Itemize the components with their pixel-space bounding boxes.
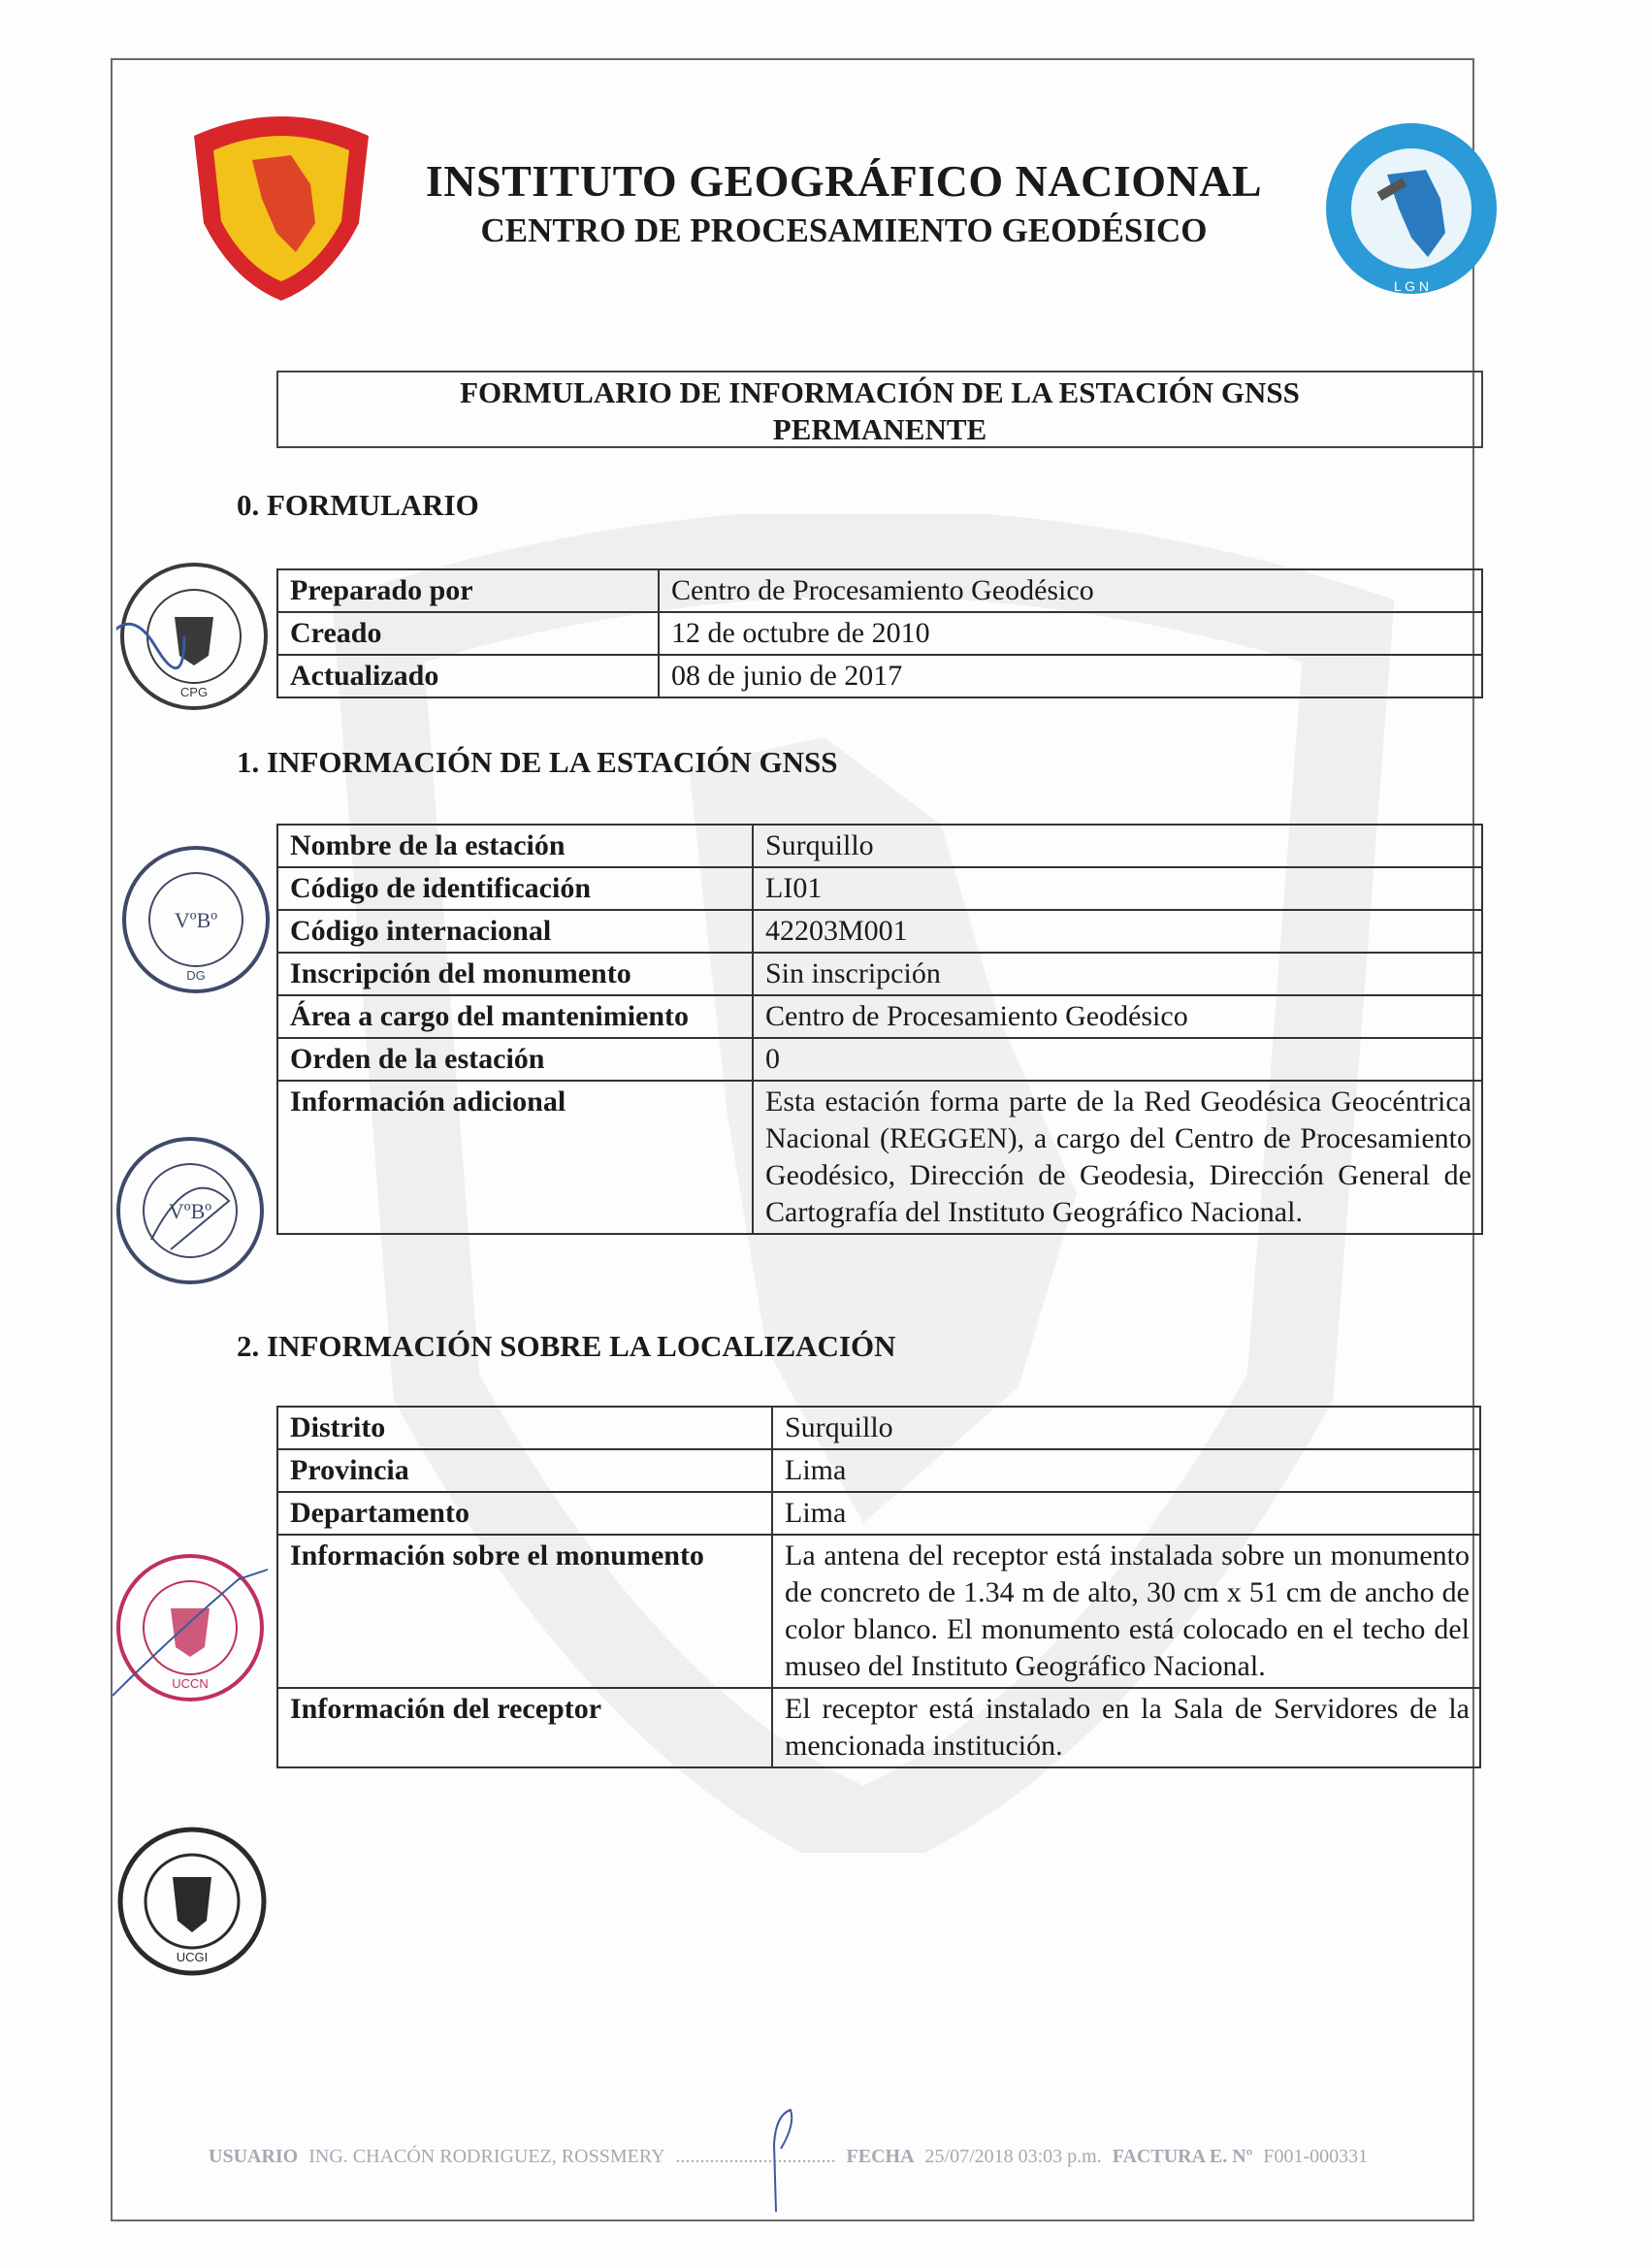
seal-dgc	[113, 1133, 268, 1288]
footer-dots: .................................	[675, 2146, 836, 2167]
row-value: Lima	[772, 1449, 1480, 1492]
row-label: Departamento	[277, 1492, 772, 1535]
row-label: Distrito	[277, 1407, 772, 1449]
svg-text:L G N: L G N	[1393, 278, 1430, 294]
footer-date-label: FECHA	[846, 2146, 915, 2167]
seal-dg	[118, 842, 274, 997]
table-estacion	[276, 824, 1483, 1235]
row-label: Información adicional	[277, 1081, 753, 1234]
table-row	[277, 655, 1482, 697]
svg-text:UCCN: UCCN	[172, 1676, 209, 1691]
section-heading-estacion: 1. INFORMACIÓN DE LA ESTACIÓN GNSS	[237, 745, 838, 779]
seal-uccn	[113, 1550, 268, 1705]
row-label: Nombre de la estación	[277, 825, 753, 867]
cpg-round-logo	[1319, 116, 1504, 301]
svg-text:VºBº: VºBº	[168, 1199, 212, 1223]
row-value: LI01	[753, 867, 1482, 910]
form-title-line-1: FORMULARIO DE INFORMACIÓN DE LA ESTACIÓN GNSS	[460, 375, 1300, 409]
svg-text:CPG: CPG	[179, 685, 209, 699]
form-title-line-2: PERMANENTE	[772, 412, 987, 446]
form-title	[276, 371, 1483, 448]
svg-text:UCGI: UCGI	[176, 1950, 209, 1964]
row-value: Surquillo	[772, 1407, 1480, 1449]
row-value: Centro de Procesamiento Geodésico	[659, 569, 1482, 612]
table-row	[277, 825, 1482, 867]
row-value: Centro de Procesamiento Geodésico	[753, 995, 1482, 1038]
row-label: Preparado por	[277, 569, 659, 612]
table-formulario	[276, 568, 1483, 698]
section-heading-formulario: 0. FORMULARIO	[237, 488, 479, 522]
seal-cpg	[116, 559, 272, 714]
seal-ucgi	[114, 1824, 270, 1979]
table-row	[277, 1449, 1480, 1492]
svg-text:DG: DG	[186, 968, 206, 983]
row-value: Sin inscripción	[753, 953, 1482, 995]
row-label: Inscripción del monumento	[277, 953, 753, 995]
row-value: Esta estación forma parte de la Red Geodésica Geocéntrica Nacional (REGGEN), a cargo del Centro de Procesamiento Geodésico, Dirección de Geodesia, Dirección General de Cartografía del Instituto Geográfico Nacional.	[753, 1081, 1482, 1234]
row-value: 0	[753, 1038, 1482, 1081]
org-name: INSTITUTO GEOGRÁFICO NACIONAL	[425, 156, 1263, 206]
table-row	[277, 1535, 1480, 1688]
table-row	[277, 867, 1482, 910]
table-row	[277, 569, 1482, 612]
row-label: Provincia	[277, 1449, 772, 1492]
row-label: Creado	[277, 612, 659, 655]
row-value: 42203M001	[753, 910, 1482, 953]
table-row	[277, 1688, 1480, 1767]
table-localizacion	[276, 1406, 1481, 1768]
row-value: La antena del receptor está instalada sobre un monumento de concreto de 1.34 m de alto, 30 cm x 51 cm de ancho de color blanco. El monumento está colocado en el techo del museo del Instituto Geográfico Nacional.	[772, 1535, 1480, 1688]
row-value: 12 de octubre de 2010	[659, 612, 1482, 655]
footer-invoice-label: FACTURA E. Nº	[1112, 2146, 1253, 2167]
row-label: Código internacional	[277, 910, 753, 953]
table-row	[277, 612, 1482, 655]
row-label: Área a cargo del mantenimiento	[277, 995, 753, 1038]
footer-date-value: 25/07/2018 03:03 p.m.	[924, 2146, 1102, 2167]
ign-shield-logo	[184, 107, 378, 301]
footer-user-value: ING. CHACÓN RODRIGUEZ, ROSSMERY	[308, 2146, 665, 2167]
table-row	[277, 995, 1482, 1038]
row-value: Lima	[772, 1492, 1480, 1535]
table-row	[277, 1081, 1482, 1234]
signature-mark	[747, 2105, 805, 2221]
row-value: El receptor está instalado en la Sala de Servidores de la mencionada institución.	[772, 1688, 1480, 1767]
footer-invoice-value: F001-000331	[1263, 2146, 1369, 2167]
row-label: Orden de la estación	[277, 1038, 753, 1081]
org-subtitle: CENTRO DE PROCESAMIENTO GEODÉSICO	[480, 211, 1208, 249]
row-value: 08 de junio de 2017	[659, 655, 1482, 697]
row-label: Código de identificación	[277, 867, 753, 910]
svg-text:VºBº: VºBº	[174, 908, 218, 932]
row-label: Actualizado	[277, 655, 659, 697]
row-value: Surquillo	[753, 825, 1482, 867]
row-label: Información del receptor	[277, 1688, 772, 1767]
table-row	[277, 1038, 1482, 1081]
table-row	[277, 953, 1482, 995]
row-label: Información sobre el monumento	[277, 1535, 772, 1688]
section-heading-localizacion: 2. INFORMACIÓN SOBRE LA LOCALIZACIÓN	[237, 1329, 896, 1363]
table-row	[277, 1492, 1480, 1535]
table-row	[277, 1407, 1480, 1449]
table-row	[277, 910, 1482, 953]
footer-user-label: USUARIO	[209, 2146, 299, 2167]
